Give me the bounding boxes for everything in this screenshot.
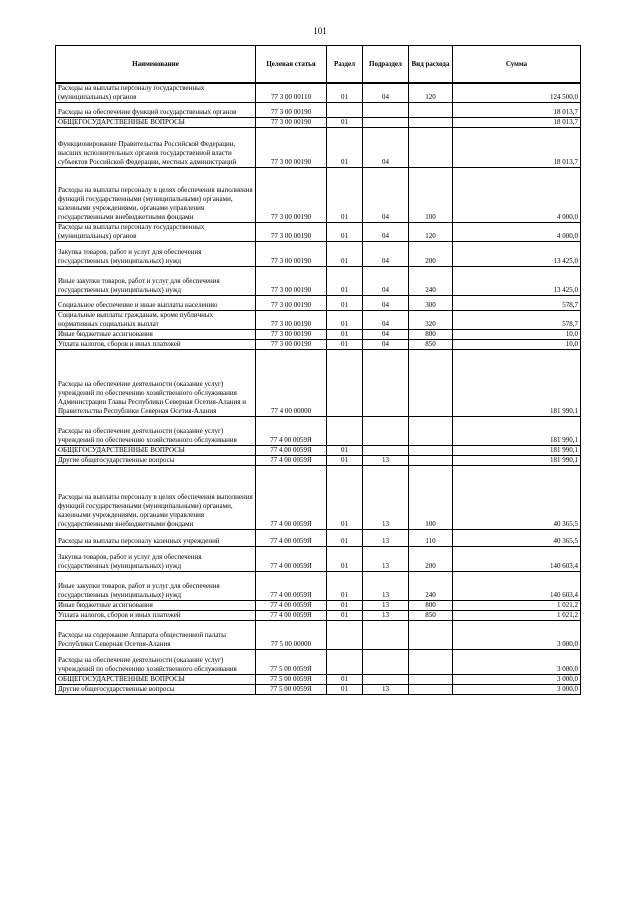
cell-subsection: 13 — [363, 456, 409, 466]
cell-target: 77 4 00 0059Я — [256, 611, 327, 621]
cell-section: 01 — [327, 118, 363, 128]
cell-name: Расходы на выплаты персоналу казенных учреждений — [56, 530, 256, 547]
cell-sum: 18 013,7 — [453, 103, 581, 118]
cell-subsection: 13 — [363, 601, 409, 611]
cell-kind: 320 — [409, 311, 453, 330]
cell-kind: 100 — [409, 466, 453, 530]
table-row — [56, 296, 581, 311]
cell-section: 01 — [327, 311, 363, 330]
cell-sum: 1 021,2 — [453, 611, 581, 621]
cell-target: 77 3 00 00190 — [256, 223, 327, 242]
cell-sum: 40 365,5 — [453, 530, 581, 547]
cell-target: 77 4 00 0059Я — [256, 456, 327, 466]
cell-target: 77 4 00 0059Я — [256, 530, 327, 547]
cell-target: 77 4 00 0059Я — [256, 466, 327, 530]
cell-name: Функционирование Правительства Российской Федерации, высших исполнительных органов государственной власти субъектов Российской Федерации, местных администраций — [56, 128, 256, 168]
cell-sum: 13 425,0 — [453, 242, 581, 267]
table-row — [56, 572, 581, 601]
cell-name: ОБЩЕГОСУДАРСТВЕННЫЕ ВОПРОСЫ — [56, 118, 256, 128]
cell-subsection: 13 — [363, 572, 409, 601]
cell-target: 77 3 00 00190 — [256, 168, 327, 223]
cell-section: 01 — [327, 340, 363, 350]
cell-sum: 3 000,0 — [453, 685, 581, 695]
cell-section: 01 — [327, 466, 363, 530]
header-kind: Вид расхода — [409, 46, 453, 84]
page-number: 101 — [313, 26, 327, 36]
cell-target: 77 4 00 0059Я — [256, 572, 327, 601]
cell-subsection: 04 — [363, 168, 409, 223]
cell-kind — [409, 118, 453, 128]
cell-target: 77 3 00 00190 — [256, 296, 327, 311]
cell-section: 01 — [327, 530, 363, 547]
table-row — [56, 417, 581, 446]
cell-name: Закупка товаров, работ и услуг для обеспечения государственных (муниципальных) нужд — [56, 242, 256, 267]
cell-target: 77 3 00 00190 — [256, 330, 327, 340]
cell-kind — [409, 621, 453, 650]
table-row — [56, 685, 581, 695]
cell-target: 77 5 00 0059Я — [256, 685, 327, 695]
table-row — [56, 547, 581, 572]
cell-name: Расходы на выплаты персоналу в целях обеспечения выполнения функций государственными (муниципальными) органами, казенными учреждениями, органами управления государственными внебюджетными фондами — [56, 168, 256, 223]
cell-section: 01 — [327, 267, 363, 296]
header-sum: Сумма — [453, 46, 581, 84]
cell-subsection: 13 — [363, 547, 409, 572]
cell-kind: 300 — [409, 296, 453, 311]
table-row — [56, 456, 581, 466]
cell-name: Другие общегосударственные вопросы — [56, 456, 256, 466]
cell-subsection — [363, 446, 409, 456]
table-row — [56, 350, 581, 417]
table-row — [56, 466, 581, 530]
table-header — [56, 46, 581, 84]
cell-name: Расходы на выплаты персоналу в целях обеспечения выполнения функций государственными (муниципальными) органами, казенными учреждениями, органами управления государственными внебюджетными фондами — [56, 466, 256, 530]
cell-sum: 13 425,0 — [453, 267, 581, 296]
cell-section: 01 — [327, 128, 363, 168]
cell-name: Расходы на обеспечение деятельности (оказание услуг) учреждений по обеспечению хозяйственного обслуживания — [56, 417, 256, 446]
cell-kind — [409, 103, 453, 118]
table-row — [56, 168, 581, 223]
cell-subsection — [363, 675, 409, 685]
cell-subsection: 13 — [363, 685, 409, 695]
cell-section: 01 — [327, 223, 363, 242]
table-row — [56, 530, 581, 547]
cell-kind: 120 — [409, 223, 453, 242]
cell-kind: 850 — [409, 611, 453, 621]
cell-sum: 181 990,1 — [453, 350, 581, 417]
cell-section: 01 — [327, 547, 363, 572]
cell-section — [327, 417, 363, 446]
cell-kind — [409, 675, 453, 685]
cell-section — [327, 621, 363, 650]
cell-kind — [409, 350, 453, 417]
header-section: Раздел — [327, 46, 363, 84]
cell-subsection: 13 — [363, 611, 409, 621]
cell-sum: 3 000,0 — [453, 650, 581, 675]
cell-sum: 4 000,0 — [453, 223, 581, 242]
budget-table — [55, 45, 581, 695]
cell-sum: 18 013,7 — [453, 128, 581, 168]
table-row — [56, 650, 581, 675]
cell-section — [327, 650, 363, 675]
cell-name: ОБЩЕГОСУДАРСТВЕННЫЕ ВОПРОСЫ — [56, 675, 256, 685]
cell-kind: 800 — [409, 330, 453, 340]
table-row — [56, 675, 581, 685]
cell-section: 01 — [327, 168, 363, 223]
table-row — [56, 83, 581, 103]
cell-subsection — [363, 103, 409, 118]
cell-sum: 578,7 — [453, 311, 581, 330]
cell-section: 01 — [327, 330, 363, 340]
cell-section — [327, 103, 363, 118]
cell-kind — [409, 128, 453, 168]
cell-sum: 124 500,0 — [453, 83, 581, 103]
cell-subsection — [363, 350, 409, 417]
cell-sum: 578,7 — [453, 296, 581, 311]
cell-name: Иные закупки товаров, работ и услуг для обеспечения государственных (муниципальных) нужд — [56, 267, 256, 296]
cell-target: 77 3 00 00190 — [256, 311, 327, 330]
cell-subsection: 04 — [363, 223, 409, 242]
cell-name: Иные закупки товаров, работ и услуг для обеспечения государственных (муниципальных) нужд — [56, 572, 256, 601]
table-row — [56, 601, 581, 611]
cell-kind: 800 — [409, 601, 453, 611]
cell-target: 77 4 00 0059Я — [256, 547, 327, 572]
cell-name: Расходы на обеспечение функций государственных органов — [56, 103, 256, 118]
cell-name: Уплата налогов, сборов и иных платежей — [56, 340, 256, 350]
cell-name: Расходы на обеспечение деятельности (оказание услуг) учреждений по обеспечению хозяйственного обслуживания — [56, 650, 256, 675]
cell-name: Социальные выплаты гражданам, кроме публичных нормативных социальных выплат — [56, 311, 256, 330]
cell-sum: 181 990,1 — [453, 456, 581, 466]
cell-kind: 240 — [409, 267, 453, 296]
table-row — [56, 446, 581, 456]
cell-target: 77 4 00 00000 — [256, 350, 327, 417]
cell-section: 01 — [327, 446, 363, 456]
cell-subsection: 04 — [363, 330, 409, 340]
cell-sum: 3 000,0 — [453, 675, 581, 685]
cell-sum: 181 990,1 — [453, 417, 581, 446]
table-row — [56, 621, 581, 650]
cell-kind: 110 — [409, 530, 453, 547]
table-row — [56, 118, 581, 128]
cell-sum: 1 021,2 — [453, 601, 581, 611]
cell-target: 77 3 00 00190 — [256, 267, 327, 296]
cell-name: Уплата налогов, сборов и иных платежей — [56, 611, 256, 621]
cell-section: 01 — [327, 456, 363, 466]
cell-name: Расходы на обеспечение деятельности (оказание услуг) учреждений по обеспечению хозяйственного обслуживания Администрации Главы Республики Северная Осетия-Алания и Правительства Республики Северная Осетия-Алания — [56, 350, 256, 417]
cell-target: 77 3 00 00190 — [256, 128, 327, 168]
cell-kind — [409, 417, 453, 446]
cell-target: 77 4 00 0059Я — [256, 417, 327, 446]
table-row — [56, 311, 581, 330]
cell-subsection: 04 — [363, 267, 409, 296]
cell-sum: 10,0 — [453, 340, 581, 350]
cell-subsection — [363, 118, 409, 128]
cell-subsection: 04 — [363, 311, 409, 330]
cell-name: Расходы на содержание Аппарата общественной палаты Республики Северная Осетия-Алания — [56, 621, 256, 650]
cell-name: ОБЩЕГОСУДАРСТВЕННЫЕ ВОПРОСЫ — [56, 446, 256, 456]
cell-name: Расходы на выплаты персоналу государственных (муниципальных) органов — [56, 223, 256, 242]
table-row — [56, 330, 581, 340]
cell-subsection — [363, 417, 409, 446]
cell-kind: 200 — [409, 547, 453, 572]
cell-subsection: 04 — [363, 83, 409, 103]
cell-target: 77 3 00 00190 — [256, 242, 327, 267]
cell-target: 77 5 00 00000 — [256, 621, 327, 650]
cell-section: 01 — [327, 675, 363, 685]
header-target: Целевая статья — [256, 46, 327, 84]
cell-target: 77 5 00 0059Я — [256, 650, 327, 675]
cell-subsection — [363, 650, 409, 675]
cell-sum: 140 603,4 — [453, 547, 581, 572]
cell-section: 01 — [327, 296, 363, 311]
cell-kind: 120 — [409, 83, 453, 103]
cell-sum: 18 013,7 — [453, 118, 581, 128]
cell-kind — [409, 446, 453, 456]
cell-target: 77 4 00 0059Я — [256, 601, 327, 611]
cell-section: 01 — [327, 242, 363, 267]
cell-sum: 3 000,0 — [453, 621, 581, 650]
cell-name: Иные бюджетные ассигнования — [56, 330, 256, 340]
cell-kind — [409, 650, 453, 675]
cell-sum: 10,0 — [453, 330, 581, 340]
cell-subsection: 04 — [363, 340, 409, 350]
cell-target: 77 5 00 0059Я — [256, 675, 327, 685]
cell-subsection: 04 — [363, 296, 409, 311]
cell-section: 01 — [327, 572, 363, 601]
cell-section: 01 — [327, 685, 363, 695]
cell-sum: 40 365,5 — [453, 466, 581, 530]
table-row — [56, 128, 581, 168]
cell-sum: 4 000,0 — [453, 168, 581, 223]
cell-sum: 140 603,4 — [453, 572, 581, 601]
cell-section: 01 — [327, 83, 363, 103]
cell-subsection: 13 — [363, 466, 409, 530]
cell-name: Расходы на выплаты персоналу государственных (муниципальных) органов — [56, 83, 256, 103]
cell-kind: 850 — [409, 340, 453, 350]
cell-section: 01 — [327, 611, 363, 621]
cell-subsection: 04 — [363, 242, 409, 267]
cell-target: 77 3 00 00110 — [256, 83, 327, 103]
cell-name: Социальное обеспечение и иные выплаты населению — [56, 296, 256, 311]
header-name: Наименование — [56, 46, 256, 84]
cell-sum: 181 990,1 — [453, 446, 581, 456]
cell-kind — [409, 685, 453, 695]
table-row — [56, 267, 581, 296]
cell-section: 01 — [327, 601, 363, 611]
cell-kind: 100 — [409, 168, 453, 223]
cell-target: 77 3 00 00190 — [256, 118, 327, 128]
cell-kind: 200 — [409, 242, 453, 267]
table-row — [56, 223, 581, 242]
table-row — [56, 242, 581, 267]
table-row — [56, 340, 581, 350]
cell-subsection: 13 — [363, 530, 409, 547]
table-row — [56, 103, 581, 118]
cell-name: Закупка товаров, работ и услуг для обеспечения государственных (муниципальных) нужд — [56, 547, 256, 572]
cell-target: 77 3 00 00190 — [256, 103, 327, 118]
cell-name: Иные бюджетные ассигнования — [56, 601, 256, 611]
cell-subsection: 04 — [363, 128, 409, 168]
cell-subsection — [363, 621, 409, 650]
cell-target: 77 4 00 0059Я — [256, 446, 327, 456]
table-row — [56, 611, 581, 621]
cell-name: Другие общегосударственные вопросы — [56, 685, 256, 695]
cell-kind — [409, 456, 453, 466]
cell-section — [327, 350, 363, 417]
cell-target: 77 3 00 00190 — [256, 340, 327, 350]
table-body — [56, 83, 581, 695]
cell-kind: 240 — [409, 572, 453, 601]
header-subsection: Подраздел — [363, 46, 409, 84]
